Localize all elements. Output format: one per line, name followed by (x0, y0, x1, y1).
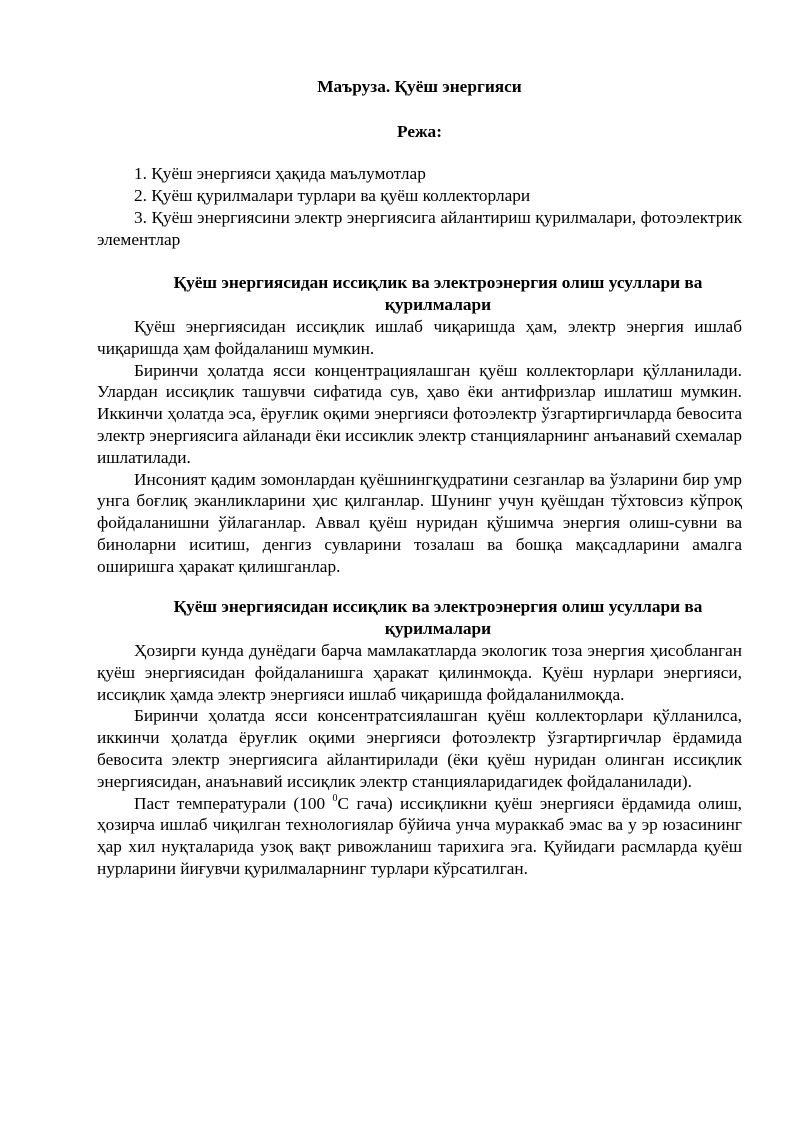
paragraph: Қуёш энергиясидан иссиқлик ишлаб чиқаришда ҳам, электр энергия ишлаб чиқаришда ҳам фойдаланиш мумкин. (97, 317, 742, 358)
page-title: Маъруза. Қуёш энергияси (317, 77, 522, 96)
plan-title: Режа: (397, 122, 442, 141)
plan-list (97, 163, 742, 251)
section-1 (97, 272, 742, 578)
section-2 (97, 596, 742, 880)
section-heading: Қуёш энергиясидан иссиқлик ва электроэнергия олиш усуллари ва қурилмалари (173, 273, 703, 314)
paragraph: Инсоният қадим зомонлардан қуёшнингқудратини сезганлар ва ўзларини бир умр унга боғлиқ эканликларини ҳис қилганлар. Шунинг учун қуёшдан тўхтовсиз кўпроқ фойдаланишни ўйлаганлар. Аввал қуёш нуридан қўшимча энергия олиш-сувни ва биноларни иситиш, денгиз сувларини тозалаш ва бошқа мақсадларини амалга оширишга ҳаракат қилишганлар. (97, 469, 742, 576)
plan-item: 3. Қуёш энергиясини электр энергиясига айлантириш қурилмалари, фотоэлектрик элементлар (97, 207, 742, 249)
degree-superscript: 0 (332, 792, 338, 804)
paragraph: Биринчи ҳолатда ясси концентрациялашган қуёш коллекторлари қўлланилади. Улардан иссиқлик ташувчи сифатида сув, ҳаво ёки антифризлар ишлатиш мумкин. Иккинчи ҳолатда эса, ёруғлик оқими энергияси фотоэлектр ўзгартиргичларда бевосита электр энергиясига айланади ёки иссиклик электр станцияларнинг анъанавий схемалар ишлатилади. (97, 360, 742, 467)
plan-item: 1. Қуёш энергияси ҳақида маълумотлар (134, 164, 426, 183)
section-heading: Қуёш энергиясидан иссиқлик ва электроэнергия олиш усуллари ва қурилмалари (173, 597, 703, 638)
paragraph-temperature (97, 793, 742, 880)
paragraph-text-after: С гача) иссиқликни қуёш энергияси ёрдамида олиш, ҳозирча ишлаб чиқилган технологиялар бўйича унча мураккаб эмас ва у эр юзасининг ҳар хил нуқталарида узоқ вақт ривожланиш тарихига эга. Қуйидаги расмларда қуёш нурларини йиғувчи қурилмаларнинг турлари кўрсатилган. (97, 793, 742, 878)
paragraph-text-before: Паст температурали (100 (134, 793, 333, 813)
plan-item: 2. Қуёш қурилмалари турлари ва қуёш коллекторлари (134, 185, 531, 205)
paragraph: Биринчи ҳолатда ясси консентратсиялашган қуёш коллекторлари қўлланилса, иккинчи ҳолатда ёруғлик оқими энергияси фотоэлектр ўзгартиргичлар ёрдамида бевосита электр энергиясига айлантирилади (ёки қуёш нуридан олинган иссиқлик энергиясидан, анаънавий иссиқлик электр станцияларидагидек фойдаланилади). (97, 706, 742, 791)
paragraph: Ҳозирги кунда дунёдаги барча мамлакатларда экологик тоза энергия ҳисобланган қуёш энергиясидан фойдаланишга ҳаракат қилинмоқда. Қуёш нурлари энергияси, иссиқлик ҳамда электр энергияси ишлаб чиқаришда фойдаланилмоқда. (97, 641, 742, 704)
